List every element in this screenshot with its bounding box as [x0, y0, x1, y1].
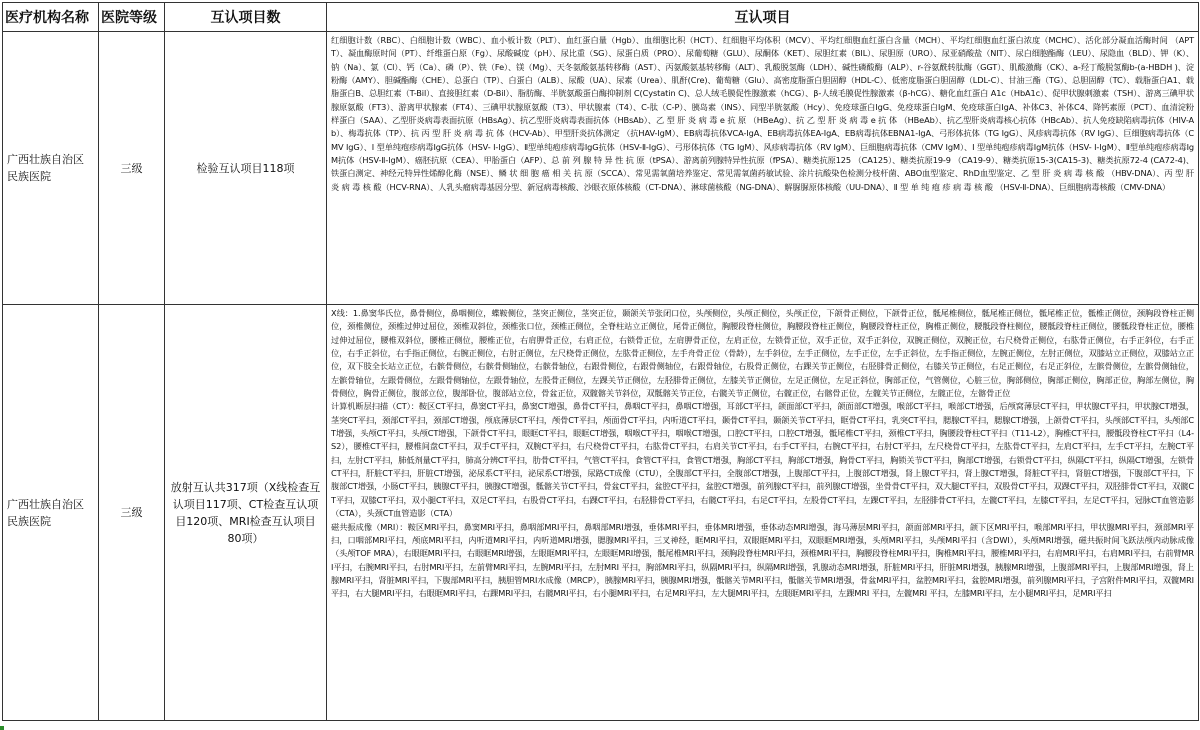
- cell-items[interactable]: [327, 32, 1199, 305]
- cell-item-count[interactable]: 检验互认项目118项: [165, 32, 327, 305]
- table-row: [3, 32, 1199, 305]
- cell-items-text: X线：1.鼻窦华氏位，鼻骨侧位，鼻咽侧位，蝶鞍侧位，茎突正侧位，茎突正位，颞颌关节张闭口位，头颅侧位，头颅正侧位，头颅正位，下颌骨正侧位，下颌骨正位，骶尾椎侧位，骶尾椎正侧位，骶尾椎正位，骶椎正侧位，颈胸段脊柱正侧位，颈椎侧位，颈椎过伸过屈位，颈椎双斜位，颈椎张口位，颈椎正侧位，全脊柱站立正侧位，尾骨正侧位，胸腰段脊柱侧位，胸腰段脊柱正侧位，胸腰段脊柱正位，胸椎正侧位，腰骶段脊柱侧位，腰骶段脊柱正侧位，腰骶段脊柱正位，腰椎过伸过屈位，腰椎双斜位，腰椎正侧位，腰椎正位，右肩胛骨正位，右肩正位，右锁骨正位，左肩胛骨正位，左肩正位，左锁骨正位，双手正位，双手正斜位，双腕正侧位，双腕正位，右尺桡骨正侧位，右肱骨正侧位，右手正斜位，右手正位，右手正斜位，右手指正侧位，右腕正侧位，右肘正侧位，左尺桡骨正侧位，左肱骨正侧位，左手舟骨正位（骨龄），左手斜位，左手正侧位，左手正位，左手正斜位，左手指正侧位，左腕正侧位，左肘正侧位，双膝站立正侧位，双膝站立正位，双下肢全长站立正位，右髌骨侧位，右髌骨侧轴位，右髌骨轴位，右跟骨侧位，右跟骨侧轴位，右跟骨轴位，右股骨正侧位，右踝关节正侧位，右胫腓骨正侧位，右膝关节正侧位，右足正侧位，右足正斜位，左髌骨侧位，左髌骨侧轴位，左髌骨轴位，左跟骨侧位，左跟骨侧轴位，左跟骨轴位，左股骨正侧位，左踝关节正侧位，左胫腓骨正侧位，左膝关节正侧位，左足正侧位，左足正斜位，胸部正位，气管侧位，心脏三位，胸部侧位，胸部正侧位，胸部正位，胸部左侧位，胸骨侧位，胸骨正侧位，腹部立位，腹部卧位，腹部站立位，骨盆正位，双髋髂关节斜位，双骶髂关节正位，右髋关节正侧位，右髋正位，右髂骨正位，左髋关节正侧位，左髋正位，左髂骨正位 计算机断层扫描（CT）：鞍区CT平扫，鼻窦CT平扫，鼻窦CT增强，鼻骨CT平扫，鼻咽CT平扫，鼻咽CT增强，耳部CT平扫，颌面部CT平扫，颌面部CT增强，喉部CT平扫，喉部CT增强，后颅窝薄层CT平扫，甲状腺CT平扫，甲状腺CT增强，茎突CT平扫，颈部CT平扫，颈部CT增强，颅底薄层CT平扫，颅骨CT平扫，颅面骨CT平扫，内听道CT平扫，颞骨CT平扫，颞颌关节CT平扫，眶骨CT平扫，乳突CT平扫，腮腺CT平扫，腮腺CT增强，上颌骨CT平扫，头颅部CT平扫，头颅部CT增强，头颅CT平扫，头颅CT增强，下颌骨CT平扫，眼眶CT平扫，眼眶CT增强，咽喉CT平扫，咽喉CT增强，口腔CT平扫，口腔CT增强，骶尾椎CT平扫，颈椎CT平扫，胸腰段脊柱CT平扫（T11-L2），胸椎CT平扫，腰骶段脊柱CT平扫（L4-S2），腰椎CT平扫，腰椎间盘CT平扫，双手CT平扫，双腕CT平扫，右尺桡骨CT平扫，右肱骨CT平扫，右肩关节CT平扫，右手CT平扫，右腕CT平扫，右肘CT平扫，左尺桡骨CT平扫，左肱骨CT平扫，左肩CT平扫，左手CT平扫，左腕CT平扫，左肘CT平扫，肺低剂量CT平扫，肺高分辨CT平扫，肋骨CT平扫，气管CT平扫，食管CT平扫，食管CT增强，胸部CT平扫，胸部CT增强，胸骨CT平扫，胸锁关节CT平扫，胸部CT增强，右锁骨CT平扫，纵隔CT平扫，纵隔CT增强，左锁骨CT平扫，肝脏CT平扫，肝脏CT增强，泌尿系CT平扫，泌尿系CT增强，尿路CT成像（CTU），全腹部CT平扫，全腹部CT增强，上腹部CT平扫，上腹部CT增强，肾上腺CT平扫，肾上腺CT增强，肾脏CT平扫，肾脏CT增强，下腹部CT平扫，下腹部CT增强，小肠CT平扫，胰腺CT平扫，胰腺CT增强，骶髂关节CT平扫，骨盆CT平扫，盆腔CT平扫，盆腔CT增强，前列腺CT平扫，前列腺CT增强，坐骨骨CT平扫，双大腿CT平扫，双股骨CT平扫，双踝CT平扫，双胫腓骨CT平扫，双髋CT平扫，双膝CT平扫，双小腿CT平扫，双足CT平扫，右股骨CT平扫，右踝CT平扫，右胫腓骨CT平扫，右髋CT平扫，右足CT平扫，左股骨CT平扫，左踝CT平扫，左胫腓骨CT平扫，左髋CT平扫，左膝CT平扫，左足CT平扫，冠脉CT血管造影（CTA），头颈CT血管造影（CTA） 磁共振成像（MRI）：鞍区MRI平扫，鼻窦MRI平扫，鼻咽部MRI平扫，鼻咽部MRI增强，垂体MRI平扫，垂体MRI增强，垂体动态MRI增强，海马薄层MRI平扫，颌面部MRI平扫，颌下区MRI平扫，喉部MRI平扫，甲状腺MRI平扫，颈部MRI平扫，口咽部MRI平扫，颅底MRI平扫，内听道MRI平扫，内听道MRI增强，腮腺MRI平扫，三叉神经，眶MRI平扫，双眼眶MRI平扫，双眼眶MRI增强，头颅MRI平扫，头颅MRI平扫（含DWI），头颅MRI增强，磁共振时间飞跃法颅内动脉成像（头颅TOF MRA），右眼眶MRI平扫，右眼眶MRI增强，左眼眶MRI平扫，左眼眶MRI增强，骶尾椎MRI平扫，颈胸段脊柱MRI平扫，颈椎MRI平扫，胸腰段脊柱MRI平扫，胸椎MRI平扫，腰椎MRI平扫，右肩MRI平扫，右肩MRI平扫，右前臂MRI平扫，右腕MRI平扫，右肘MRI平扫，左前臂MRI平扫，左腕MRI平扫，左肘MRI 平扫，胸部MRI平扫，纵隔MRI平扫，纵隔MRI增强，乳腺动态MRI增强，肝脏MRI平扫，肝脏MRI增强，胰腺MRI增强，上腹部MRI平扫，上腹部MRI增强，肾上腺MRI平扫，肾脏MRI平扫，下腹部MRI平扫，胰胆管MRI水成像（MRCP），胰腺MRI平扫，胰腺MRI增强，骶髂关节MRI平扫，骶髂关节MRI增强，骨盆MRI平扫，盆腔MRI平扫，盆腔MRI增强，前列腺MRI平扫，子宫附件MRI平扫，双髋MRI平扫，右大腿MRI平扫，右眼眶MRI平扫，右踝MRI平扫，右髋MRI平扫，右小腿MRI平扫，右足MRI平扫，左大腿MRI平扫，左眼眶MRI平扫，左踝MRI 平扫，左髋MRI 平扫，左膝MRI平扫，左小腿MRI平扫，足MRI平扫: [331, 308, 1194, 599]
- header-hospital-level[interactable]: 医院等级: [99, 3, 165, 32]
- mutual-recognition-table: [2, 2, 1199, 721]
- cell-institution-name[interactable]: 广西壮族自治区民族医院: [3, 32, 99, 305]
- cell-hospital-level[interactable]: 三级: [99, 32, 165, 305]
- cell-items[interactable]: [327, 305, 1199, 721]
- header-items[interactable]: 互认项目: [327, 3, 1199, 32]
- cell-item-count[interactable]: 放射互认共317项（X线检查互认项目117项、CT检查互认项目120项、MRI检查互认项目80项）: [165, 305, 327, 721]
- cell-items-text: 红细胞计数（RBC）、白细胞计数（WBC）、血小板计数（PLT）、血红蛋白量（Hgb）、血细胞比积（HCT）、红细胞平均体积（MCV）、平均红细胞血红蛋白含量（MCH）、平均红细胞血红蛋白浓度（MCHC）、活化部分凝血活酶时间 （APTT）、凝血酶原时间（PT）、纤维蛋白原（Fg）、尿酸碱度（pH）、尿比重（SG）、尿蛋白质（PRO）、尿葡萄糖（GLU）、尿酮体（KET）、尿胆红素（BIL）、尿胆原（URO）、尿亚硝酸盐（NIT）、尿白细胞酯酶（LEU）、尿隐血（BLD）、钾（K）、钠（Na）、氯（Cl）、钙（Ca）、磷（P）、铁（Fe）、镁（Mg）、天冬氨酸氨基转移酶（AST）、丙氨酸氨基转移酶（ALT）、乳酸脱氢酶（LDH）、碱性磷酸酶（ALP）、r-谷氨酰转肽酶（GGT）、肌酸激酶（CK）、a-羟丁酸脱氢酶b-(a-HBDH )、淀粉酶（AMY）、胆碱酯酶（CHE）、总蛋白（TP）、白蛋白（ALB）、尿酸（UA）、尿素（Urea）、肌酐(Cre)、葡萄糖（Glu）、高密度脂蛋白胆固醇（HDL-C）、低密度脂蛋白胆固醇（LDL-C）、甘油三酯（TG）、总胆固醇（TC）、载脂蛋白A1、载脂蛋白B、总胆红素（T-Bil）、直接胆红素（D-Bil）、脂肪酶、半胱氨酸蛋白酶抑制剂 C(Cystatin C)、总人绒毛膜促性腺激素（hCG）、β-人绒毛膜促性腺激素（β-hCG）、糖化血红蛋白 A1c（HbA1c）、促甲状腺刺激素（TSH）、游离三碘甲状腺原氨酸（FT3）、游离甲状腺素（FT4）、三碘甲状腺原氨酸（T3）、甲状腺素（T4）、C-肽（C-P）、胰岛素（INS）、同型半胱氨酸（Hcy）、免疫球蛋白IgG、免疫球蛋白IgM、免疫球蛋白IgA、补体C3、补体C4、降钙素原（PCT）、血清淀粉样蛋白（SAA）、乙型肝炎病毒表面抗原（HBsAg）、抗乙型肝炎病毒表面抗体（HBsAb）、乙 型 肝 炎 病 毒 e 抗 原 （HBeAg）、抗 乙 型 肝 炎 病 毒 e 抗 体 （HBeAb）、抗乙型肝炎病毒核心抗体（HBcAb）、抗人免疫缺陷病毒抗体（HIV-Ab）、梅毒抗体（TP）、抗 丙 型 肝 炎 病 毒 抗 体（HCV-Ab）、甲型肝炎抗体测定 （抗HAV-IgM）、EB病毒抗体VCA-IgA、EB病毒抗体EA-IgA、EB病毒抗体EBNA1-IgA、弓形体抗体（TG IgG）、风疹病毒抗体（RV IgG）、巨细胞病毒抗体（CMV IgG）、Ⅰ 型单纯疱疹病毒IgG抗体（HSV- Ⅰ-IgG）、Ⅱ型单纯疱疹病毒IgG抗体（HSV-Ⅱ-IgG）、弓形体抗体（TG IgM）、风疹病毒抗体（RV IgM）、巨细胞病毒抗体（CMV IgM）、Ⅰ 型单纯疱疹病毒IgM抗体（HSV- Ⅰ-IgM）、Ⅱ型单纯疱疹病毒IgM抗体（HSV-Ⅱ-IgM）、癌胚抗原（CEA）、甲胎蛋白（AFP）、总 前 列 腺 特 异 性 抗 原（tPSA）、游离前列腺特异性抗原（fPSA）、糖类抗原125 （CA125）、糖类抗原19-9 （CA19-9）、糖类抗原15-3(CA15-3)、糖类抗原72-4 (CA72-4)、铁蛋白测定、神经元特异性烯醇化酶（NSE）、鳞 状 细 胞 癌 相 关 抗 原（SCCA）、常见需氧菌培养鉴定、常见需氧菌药敏试验、涂片抗酸染色检测分枝杆菌、ABO血型鉴定、RhD血型鉴定、乙 型 肝 炎 病 毒 核 酸 （HBV-DNA）、丙 型 肝 炎 病 毒 核 酸（HCV-RNA）、人乳头瘤病毒基因分型、新冠病毒核酸、沙眼衣原体核酸（CT-DNA）、淋球菌核酸（NG-DNA）、解脲脲原体核酸（UU-DNA）、Ⅱ 型 单 纯 疱 疹 病 毒 核 酸 （HSV-Ⅱ-DNA）、巨细胞病毒核酸（CMV-DNA）: [331, 35, 1194, 192]
- header-row: [3, 3, 1199, 32]
- selection-handle[interactable]: [0, 726, 4, 730]
- header-institution-name[interactable]: 医疗机构名称: [3, 3, 99, 32]
- header-item-count[interactable]: 互认项目数: [165, 3, 327, 32]
- table-row: [3, 305, 1199, 721]
- cell-institution-name[interactable]: 广西壮族自治区民族医院: [3, 305, 99, 721]
- cell-hospital-level[interactable]: 三级: [99, 305, 165, 721]
